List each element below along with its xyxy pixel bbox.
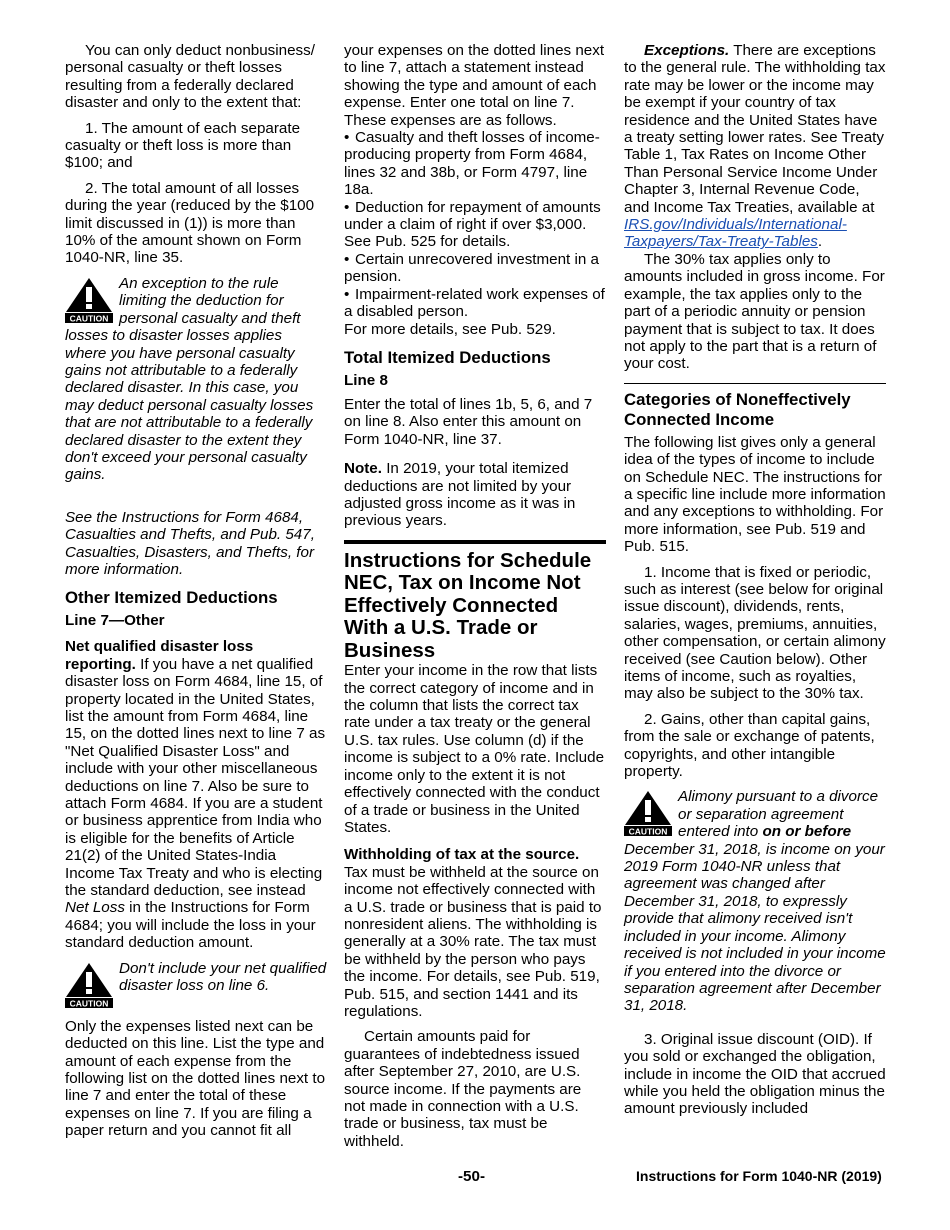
caution-icon	[65, 277, 113, 323]
caution-text: Don't include your net qualified disaster loss on line 6.	[119, 959, 327, 995]
subsection-heading: Line 8	[344, 371, 388, 389]
column-right	[624, 42, 886, 1118]
major-heading: Instructions for Schedule NEC, Tax on Income Not Effectively Connected With a U.S. Trade or Business	[344, 540, 606, 663]
list-item: 3. Original issue discount (OID). If you sold or exchanged the obligation, include in income the OID that accrued while you held the obligation minus the amount previously included	[624, 1030, 886, 1118]
run-in-heading: Net qualified disaster loss reporting.	[65, 638, 254, 673]
caution-icon	[624, 790, 672, 836]
caution-label: CAUTION	[69, 998, 109, 1008]
caution-icon	[65, 962, 113, 1008]
list-item: 1. The amount of each separate casualty or theft loss is more than $100; and	[65, 119, 301, 172]
paragraph	[65, 638, 327, 951]
list-item: 1. Income that is fixed or periodic, such as interest (see below for original issue discount), dividends, rents, salaries, wages, premiums, annuities, other compensation, or certain alimony received (see Caution below). Other items of income, such as royalties, may also be subject to the 30% tax.	[624, 563, 886, 703]
text: Tax must be withheld at the source on income not effectively connected with a U.S. trade or business that is paid to nonresident aliens. The withholding is generally at a 30% rate. The tax must be withheld by the person who pays the income. For details, see Pub. 519, Pub. 515, and section 1441 and its regulations.	[344, 863, 602, 1020]
paragraph: Enter the total of lines 1b, 5, 6, and 7 on line 8. Also enter this amount on Form 1040-NR, line 37.	[344, 395, 593, 448]
caution-note	[624, 788, 886, 1014]
paragraph: See the Instructions for Form 4684, Casualties and Thefts, and Pub. 547, Casualties, Disasters, and Thefts, for more information.	[65, 508, 315, 578]
footer-title: Instructions for Form 1040-NR (2019)	[636, 1168, 882, 1184]
divider	[624, 383, 886, 384]
section-heading: Other Itemized Deductions	[65, 588, 278, 608]
text: December 31, 2018, is income on your 2019 Form 1040-NR unless that agreement was changed after December 31, 2018, to expressly provide that alimony received isn't included in your income. Alimony received is not included in your income if you entered into the divorce or separation agreement after December 31, 2018.	[624, 840, 886, 1015]
page-number: -50-	[458, 1168, 486, 1185]
column-left	[65, 42, 327, 1140]
list-item: 2. The total amount of all losses during the year (reduced by the $100 limit discussed in (1)) is more than 10% of the amount shown on Form 1040-NR, line 35.	[65, 179, 315, 267]
paragraph: Only the expenses listed next can be deducted on this line. List the type and amount of each expense from the following list on the dotted lines next to line 7 and enter the total of these expenses on line 7. If you are filing a paper return and you cannot fit all	[65, 1017, 326, 1140]
treaty-tables-link[interactable]: IRS.gov/Individuals/International-Taxpayers/Tax-Treaty-Tables	[624, 216, 847, 251]
list-item: • Certain unrecovered investment in a pension.	[344, 250, 599, 286]
text: Impairment-related work expenses of a disabled person.	[344, 285, 605, 321]
text: There are exceptions to the general rule. The withholding tax rate may be lower or the income may be exempt if your country of tax residence and the United States have a treaty setting lower rates. See Treaty Table 1, Tax Rates on Income Other Than Personal Service Income Under Chapter 3, Internal Revenue Code, and Income Tax Treaties, available at	[624, 42, 886, 216]
paragraph: Exceptions. There are exceptions to the general rule. The withholding tax rate may be lower or the income may be exempt if your country of tax residence and the United States have a treaty setting lower rates. See Treaty Table 1, Tax Rates on Income Other Than Personal Service Income Under Chapter 3, Internal Revenue Code, and Income Tax Treaties, available at IRS.gov/Individuals/International-Taxpayers/Tax-Treaty-Tables.	[624, 42, 886, 251]
text: In 2019, your total itemized deductions are not limited by your adjusted gross income as it was in previous years.	[344, 460, 576, 530]
text: If you have a net qualified disaster loss on Form 4684, line 15, of property located in the United States, list the amount from Form 4684, line 15, on the dotted lines next to line 7 as "Net Qualified Disaster Loss" and include with your other miscellaneous deductions on line 7. Also be sure to attach Form 4684. If you are a student or business apprentice from India who is eligible for the benefits of Article 21(2) of the United States-India Income Tax Treaty and who is electing the standard deduction, see instead	[65, 655, 326, 900]
subsection-heading: Line 7—Other	[65, 612, 165, 630]
caution-note	[65, 275, 327, 484]
paragraph	[344, 460, 606, 530]
list-item: • Impairment-related work expenses of a disabled person.	[344, 285, 605, 321]
list-item: • Deduction for repayment of amounts under a claim of right if over $3,000. See Pub. 525 for details.	[344, 198, 601, 251]
list-item: 2. Gains, other than capital gains, from the sale or exchange of patents, copyrights, and other intangible property.	[624, 710, 875, 781]
paragraph: The following list gives only a general idea of the types of income to include on Schedule NEC. The instructions for a specific line include more information and any exceptions to withholding. For more information, see Pub. 519 and Pub. 515.	[624, 433, 886, 556]
paragraph: The 30% tax applies only to amounts included in gross income. For example, the tax applies only to the part of a periodic annuity or pension payment that is subject to tax. It does not apply to the part that is a return of your cost.	[624, 250, 885, 373]
caution-note	[65, 960, 327, 1012]
run-in-heading: Note.	[344, 460, 382, 478]
column-middle	[344, 42, 606, 1150]
paragraph: your expenses on the dotted lines next to line 7, attach a statement instead showing the type and amount of each expense. Enter one total on line 7. These expenses are as follows.	[344, 42, 605, 129]
caution-text: An exception to the rule limiting the deduction for personal casualty and theft losses to disaster losses applies where you have personal casualty gains not attributable to a federally declared disaster. In this case, you may deduct personal casualty losses that are not attributable to a federally declared disaster to the extent they don't exceed your personal casualty gains.	[65, 274, 314, 484]
paragraph: Enter your income in the row that lists the correct category of income and in the column that lists the correct tax rate under a tax treaty or the general U.S. tax rules. Use column (d) if the income is subject to a 0% rate. Include income only to the extent it is not effectively connected with the conduct of a trade or business in the United States.	[344, 662, 605, 836]
caution-label: CAUTION	[69, 313, 109, 323]
paragraph: Certain amounts paid for guarantees of indebtedness issued after September 27, 2010, are U.S. source income. If the payments are not made in connection with a U.S. trade or business, tax must be withheld.	[344, 1028, 582, 1150]
text: Alimony pursuant to a divorce or separation agreement entered into	[678, 788, 879, 841]
section-heading: Categories of Noneffectively Connected Income	[624, 389, 851, 429]
caution-label: CAUTION	[628, 826, 668, 837]
list-item: • Casualty and theft losses of income-producing property from Form 4684, lines 32 and 38b, or Form 4797, line 18a.	[344, 129, 600, 199]
run-in-heading: Exceptions.	[644, 42, 730, 59]
section-heading: Total Itemized Deductions	[344, 347, 551, 367]
text: Deduction for repayment of amounts under a claim of right if over $3,000. See Pub. 525 for details.	[344, 198, 601, 251]
text: in the Instructions for Form 4684; you will include the loss in your standard deduction amount.	[65, 899, 316, 952]
paragraph: For more details, see Pub. 529.	[344, 320, 556, 338]
text-italic: Net Loss	[65, 899, 125, 917]
run-in-heading: Withholding of tax at the source.	[344, 846, 580, 864]
paragraph: You can only deduct nonbusiness/ personal casualty or theft losses resulting from a federally declared disaster and only to the extent that:	[65, 42, 315, 112]
text-bold: on or before	[762, 823, 852, 841]
text: Casualty and theft losses of income-producing property from Form 4684, lines 32 and 38b, or Form 4797, line 18a.	[344, 129, 600, 199]
text: Certain unrecovered investment in a pension.	[344, 250, 599, 286]
paragraph	[344, 846, 606, 1020]
